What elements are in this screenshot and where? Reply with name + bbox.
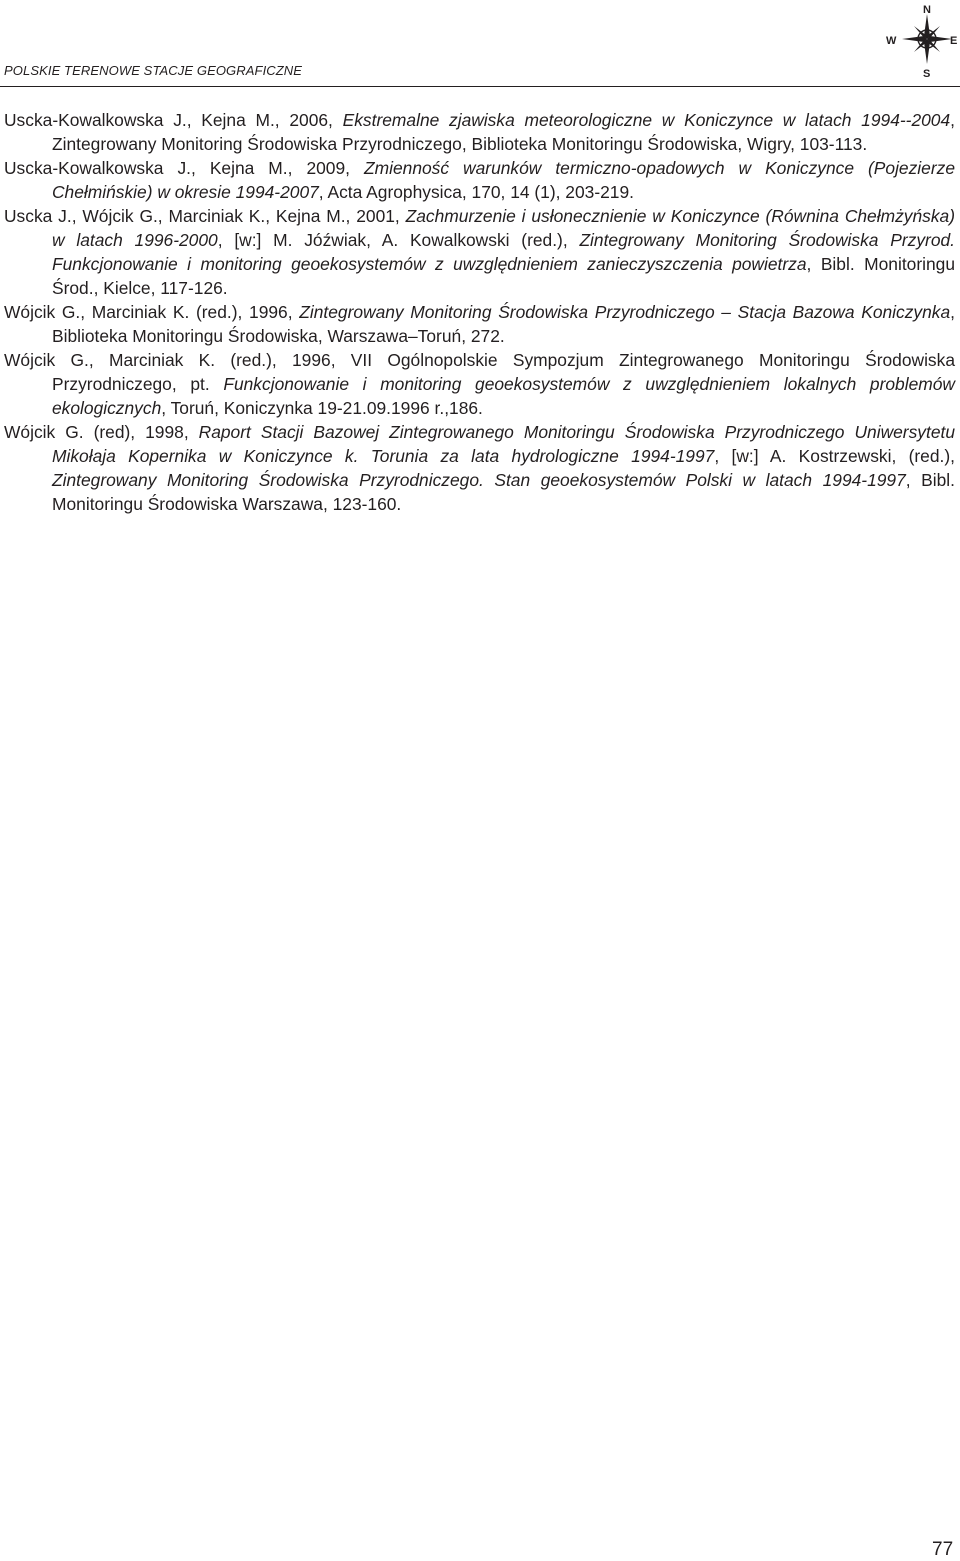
reference-text: , Zintegrowany Monitoring Środowiska Przyrodniczego, Biblioteka Monitoringu Środowiska, Wigry, 103-113.: [52, 110, 955, 154]
reference-title: Funkcjonowanie i monitoring geoekosystemów z uwzględnieniem lokalnych problemów ekologicznych: [52, 374, 955, 418]
reference-text: , [w:] M. Jóźwiak, A. Kowalkowski (red.),: [217, 230, 580, 250]
reference-text: , Acta Agrophysica, 170, 14 (1), 203-219.: [318, 182, 634, 202]
reference-entry: [4, 300, 955, 348]
compass-south-label: S: [923, 68, 931, 78]
reference-text: Uscka J., Wójcik G., Marciniak K., Kejna M., 2001,: [4, 206, 406, 226]
reference-text: , Bibl. Monitoringu Środ., Kielce, 117-126.: [52, 254, 955, 298]
compass-west-label: W: [886, 35, 897, 47]
reference-text: , Biblioteka Monitoringu Środowiska, Warszawa–Toruń, 272.: [52, 302, 955, 346]
header-rule: [0, 86, 960, 87]
compass-north-label: N: [923, 4, 931, 16]
reference-text: Wójcik G. (red), 1998,: [4, 422, 199, 442]
reference-title: Zachmurzenie i usłonecznienie w Koniczynce (Równina Chełmżyńska) w latach 1996-2000: [52, 206, 955, 250]
reference-text: Uscka-Kowalkowska J., Kejna M., 2006,: [4, 110, 343, 130]
compass-rose-icon: [884, 2, 960, 78]
reference-text: , [w:] A. Kostrzewski, (red.),: [714, 446, 955, 466]
page-number: 77: [932, 1539, 954, 1560]
reference-title: Zintegrowany Monitoring Środowiska Przyrodniczego. Stan geoekosystemów Polski w latach 1994-1997: [52, 470, 906, 490]
reference-title: Zintegrowany Monitoring Środowiska Przyrod. Funkcjonowanie i monitoring geoekosystemów z uwzględnieniem zanieczyszczenia powietrza: [52, 230, 956, 274]
reference-entry: [4, 108, 955, 156]
reference-text: Wójcik G., Marciniak K. (red.), 1996,: [4, 302, 300, 322]
reference-title: Ekstremalne zjawiska meteorologiczne w Koniczynce w latach 1994--2004: [342, 110, 951, 130]
reference-list: [4, 108, 955, 516]
reference-entry: [4, 156, 955, 204]
reference-title: Zintegrowany Monitoring Środowiska Przyrodniczego – Stacja Bazowa Koniczynka: [299, 302, 951, 322]
reference-title: Raport Stacji Bazowej Zintegrowanego Monitoringu Środowiska Przyrodniczego Uniwersytetu Mikołaja Kopernika w Koniczynce k. Torunia za lata hydrologiczne 1994-1997: [52, 422, 955, 466]
reference-text: , Bibl. Monitoringu Środowiska Warszawa, 123-160.: [52, 470, 955, 514]
reference-title: Zmienność warunków termiczno-opadowych w Koniczynce (Pojezierze Chełmińskie) w okresie 1994-2007: [52, 158, 955, 202]
reference-entry: [4, 348, 955, 420]
compass-east-label: E: [950, 35, 958, 47]
reference-text: Uscka-Kowalkowska J., Kejna M., 2009,: [4, 158, 364, 178]
reference-text: , Toruń, Koniczynka 19-21.09.1996 r.,186.: [161, 398, 483, 418]
reference-entry: [4, 420, 955, 516]
reference-text: Wójcik G., Marciniak K. (red.), 1996, VII Ogólnopolskie Sympozjum Zintegrowanego Monitoringu Środowiska Przyrodniczego, pt.: [4, 350, 955, 394]
running-header: POLSKIE TERENOWE STACJE GEOGRAFICZNE: [4, 63, 303, 78]
reference-entry: [4, 204, 955, 300]
